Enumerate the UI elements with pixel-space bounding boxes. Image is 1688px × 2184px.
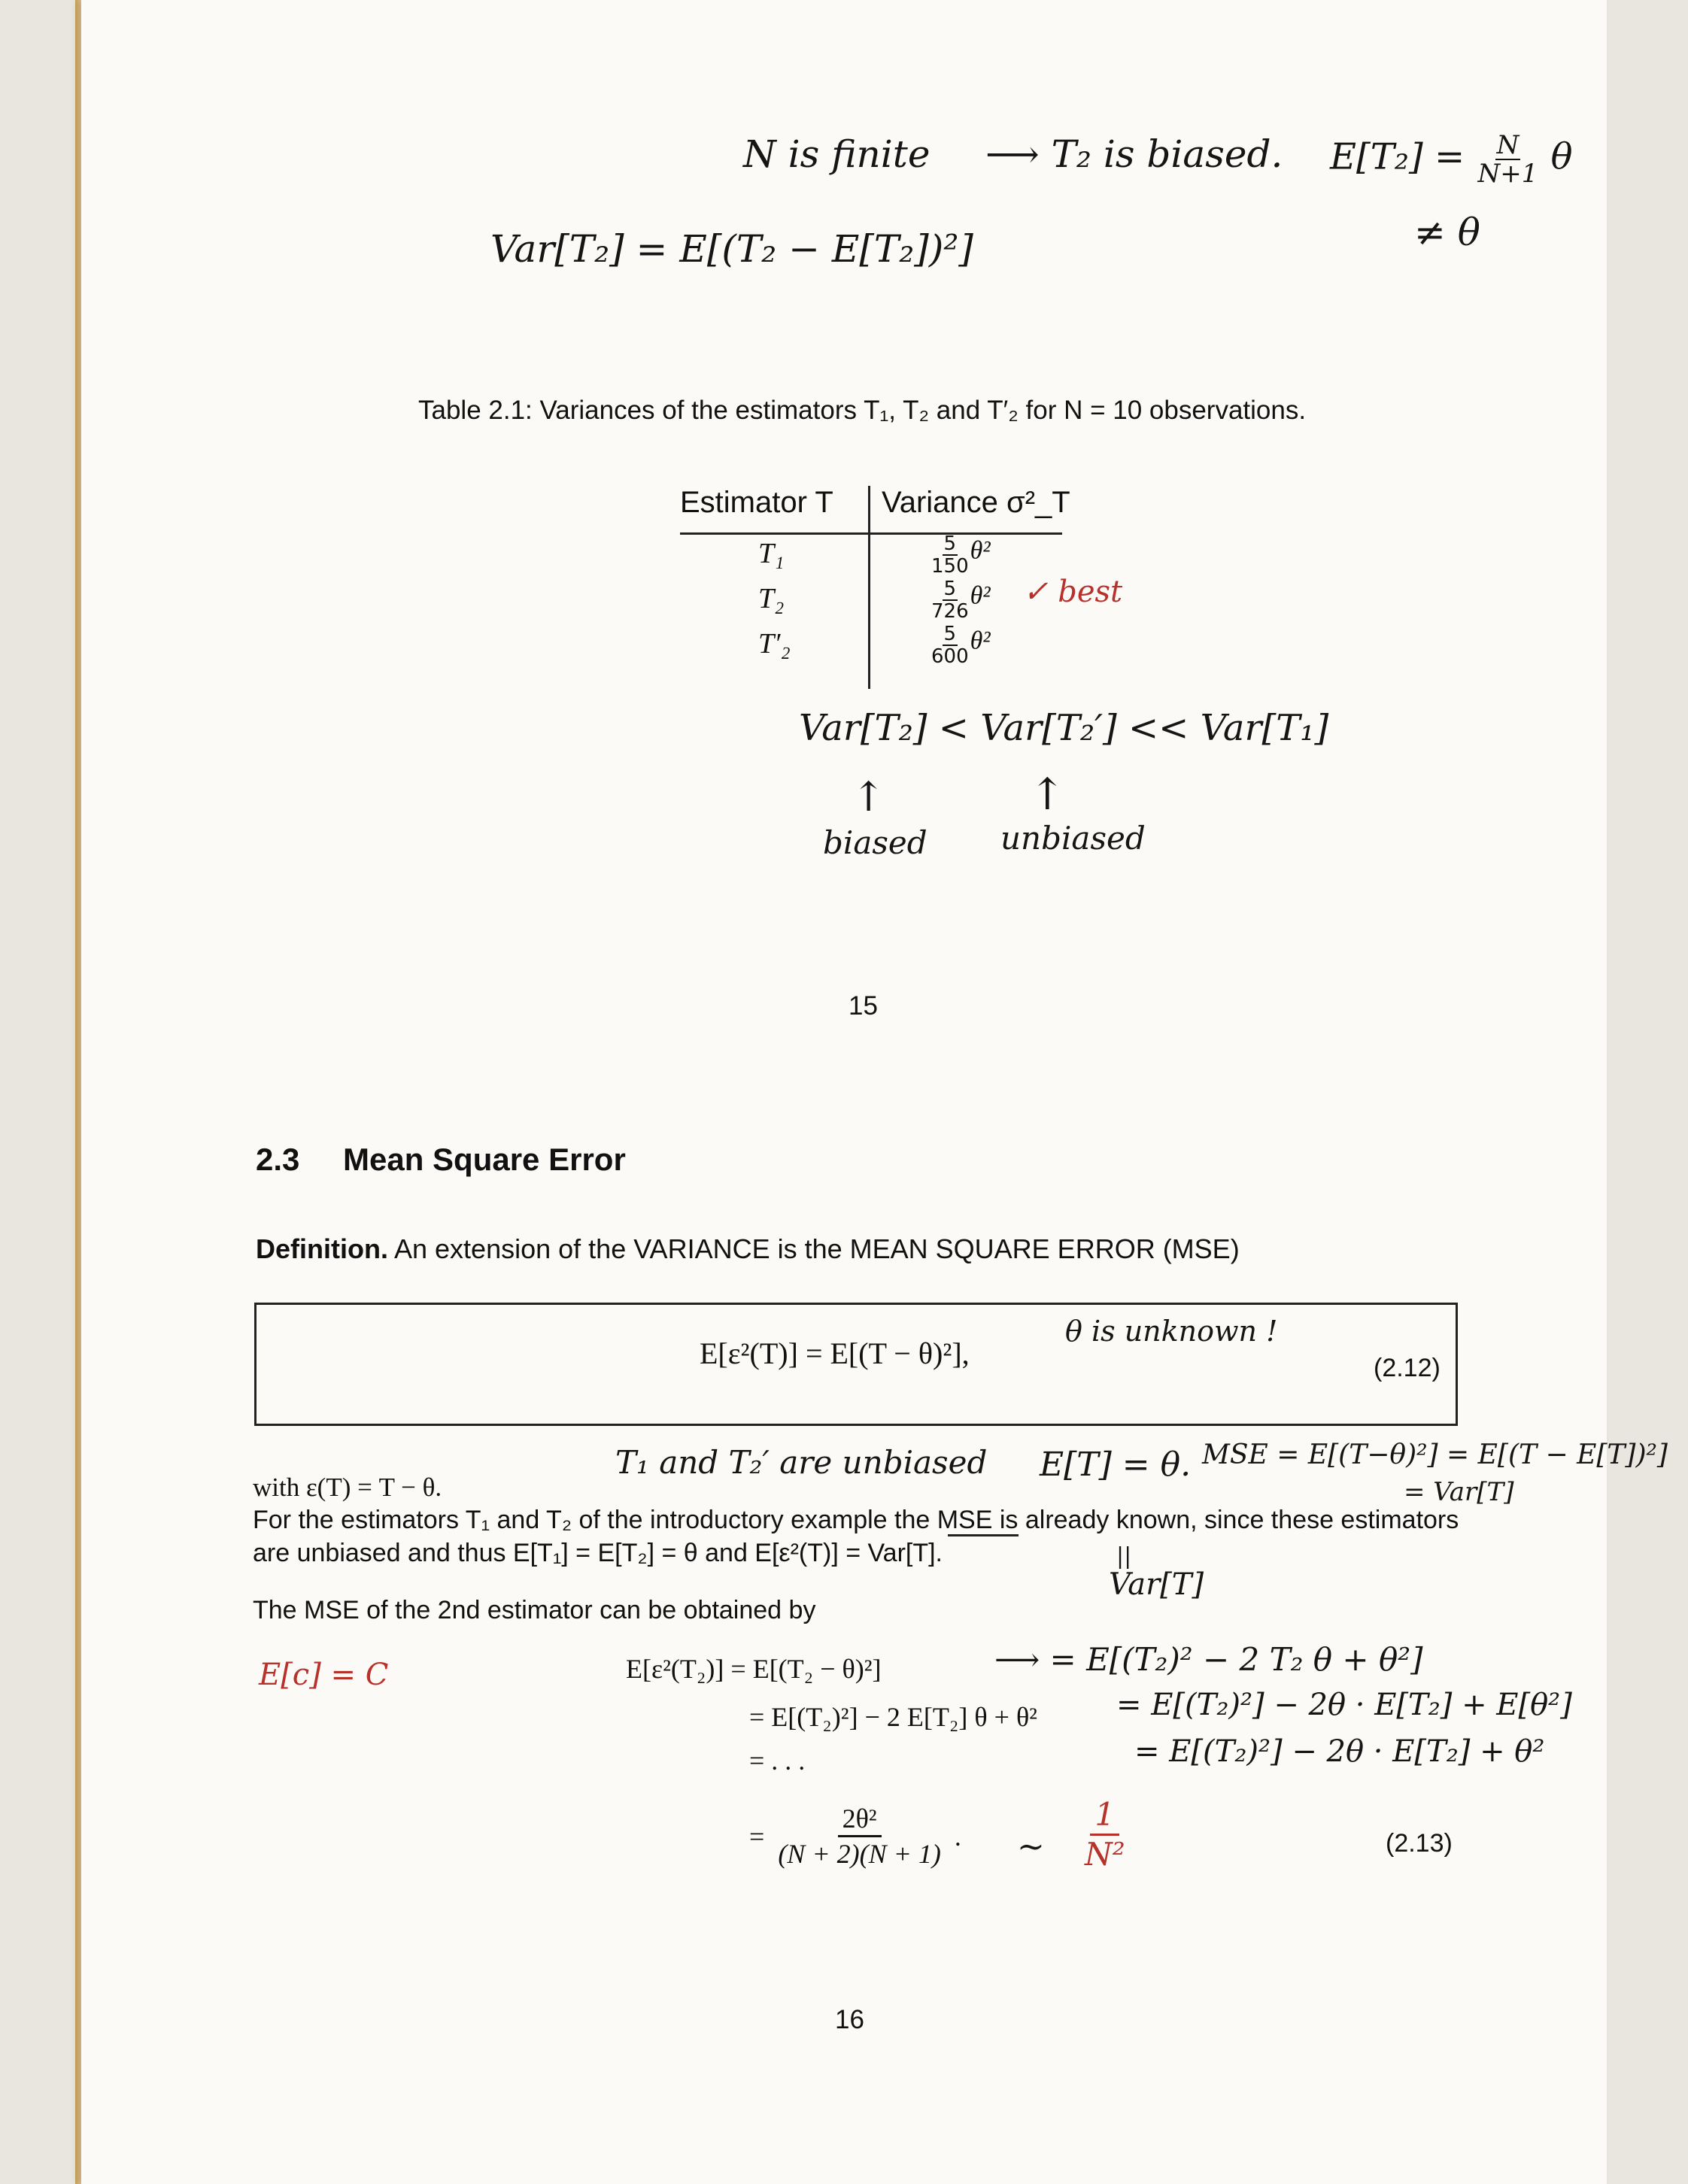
table-row-t2-estimator: T₂ [758,583,785,614]
hw-eq-var-t: = Var[T] [1404,1477,1514,1507]
table-header-estimator: Estimator T [680,486,833,519]
hw-expand-1: ⟶ = E[(T₂)² − 2 T₂ θ + θ²] [994,1641,1423,1678]
derivation-line-3: = . . . [749,1746,806,1776]
frac-num: 5 [943,578,957,600]
deriv-dot: . [954,1821,961,1852]
theta-sq: θ² [970,581,991,610]
hw-frac-den: N+1 [1477,159,1538,189]
hw-biased: biased [823,824,927,861]
hw-unbiased: unbiased [1000,820,1146,857]
frac-num: 5 [943,532,957,555]
hw-ec-c: E[c] = C [259,1658,389,1692]
frac-num: 5 [943,623,957,645]
hw-expand-3: = E[(T₂)²] − 2θ · E[T₂] + θ² [1134,1734,1545,1769]
hw-var-t-under: Var[T] [1109,1567,1204,1602]
frac [930,534,970,576]
hw-theta-unknown: θ is unknown ! [1065,1315,1278,1348]
variance-table [680,486,1070,689]
table-column-rule [868,486,870,689]
table-row-t2prime-variance [930,624,991,666]
derivation-line-1: E[ε²(T₂)] = E[(T₂ − θ)²] [626,1654,882,1684]
hw-arrow-up-1: ↑ [852,773,886,821]
hw-frac [1080,1796,1130,1873]
table-row-t2-variance [930,579,991,621]
equation-number-213: (2.13) [1386,1829,1453,1858]
table-caption: Table 2.1: Variances of the estimators T₁, T₂ and T′₂ for N = 10 observations. [418,396,1307,425]
hw-expectation-t2 [1330,132,1573,187]
paragraph-line-1: For the estimators T₁ and T₂ of the introductory example the MSE is already known, since these estimators [253,1506,1459,1534]
derivation-line-2: = E[(T₂)²] − 2 E[T₂] θ + θ² [749,1702,1037,1732]
table-row-t1-variance [930,534,991,576]
table-header-variance: Variance σ²_T [882,486,1070,519]
derivation-line-4 [749,1805,961,1867]
hw-neq-theta: ≠ θ [1414,211,1480,254]
with-epsilon-line: with ε(T) = T − θ. [253,1473,442,1502]
hw-n-over-n1 [1477,132,1540,187]
theta-sq: θ² [970,626,991,655]
definition-label: Definition. [256,1233,388,1264]
hw-var-definition: Var[T₂] = E[(T₂ − E[T₂])²] [490,227,973,271]
table-row-t2prime-estimator: T′₂ [758,628,791,660]
paragraph-line-2: are unbiased and thus E[T₁] = E[T₂] = θ and E[ε²(T)] = Var[T]. [253,1539,943,1567]
frac [930,579,970,621]
page-number-15: 15 [849,991,878,1021]
theta-sq: θ² [970,536,991,565]
deriv-fraction [773,1805,946,1867]
table-header-rule [680,532,1062,535]
hw-one-over-n-squared [1080,1796,1130,1873]
frac [930,624,970,666]
definition [256,1233,1240,1265]
hw-expectation-lhs: E[T₂] = [1330,135,1465,178]
deriv-frac-den: (N + 2)(N + 1) [778,1839,941,1869]
hw-arrow-up-2: ↑ [1029,769,1066,820]
hw-frac-num: 1 [1090,1799,1119,1836]
hw-et-theta: E[T] = θ. [1040,1445,1192,1484]
hw-expand-2: = E[(T₂)²] − 2θ · E[T₂] + E[θ²] [1116,1688,1572,1722]
deriv-frac-num: 2θ² [838,1805,882,1837]
hw-mse-definition: MSE = E[(T−θ)²] = E[(T − E[T])²] [1202,1439,1668,1470]
boxed-equation: E[ε²(T)] = E[(T − θ)²], [700,1336,970,1370]
table-row-t1-estimator: T₁ [758,538,785,569]
hw-mse-underline [948,1534,1019,1536]
hw-frac-den: N² [1085,1836,1125,1873]
section-title: Mean Square Error [343,1142,626,1177]
page-number-16: 16 [835,2005,864,2034]
frac-den: 600 [931,645,969,668]
deriv-eq-sign: = [749,1821,765,1852]
hw-t1-t2-unbiased: T₁ and T₂′ are unbiased [615,1444,988,1481]
hw-approx: ~ [1017,1828,1045,1866]
equation-number-212: (2.12) [1374,1354,1441,1382]
hw-t2-biased: ⟶ T₂ is biased. [985,132,1283,176]
hw-parallel-eq: || [1116,1543,1132,1570]
hw-frac-num: N [1496,130,1520,160]
hw-var-compare: Var[T₂] < Var[T₂′] << Var[T₁] [799,707,1329,749]
hw-n-finite: N is finite [743,132,931,176]
hw-theta: θ [1550,135,1573,178]
section-number: 2.3 [256,1142,300,1177]
definition-text: An extension of the VARIANCE is the MEAN SQUARE ERROR (MSE) [394,1233,1240,1264]
frac-den: 726 [931,600,969,623]
mse-2nd-estimator-line: The MSE of the 2nd estimator can be obtained by [253,1596,816,1624]
hw-best: ✓ best [1023,575,1123,609]
frac-den: 150 [931,555,969,578]
